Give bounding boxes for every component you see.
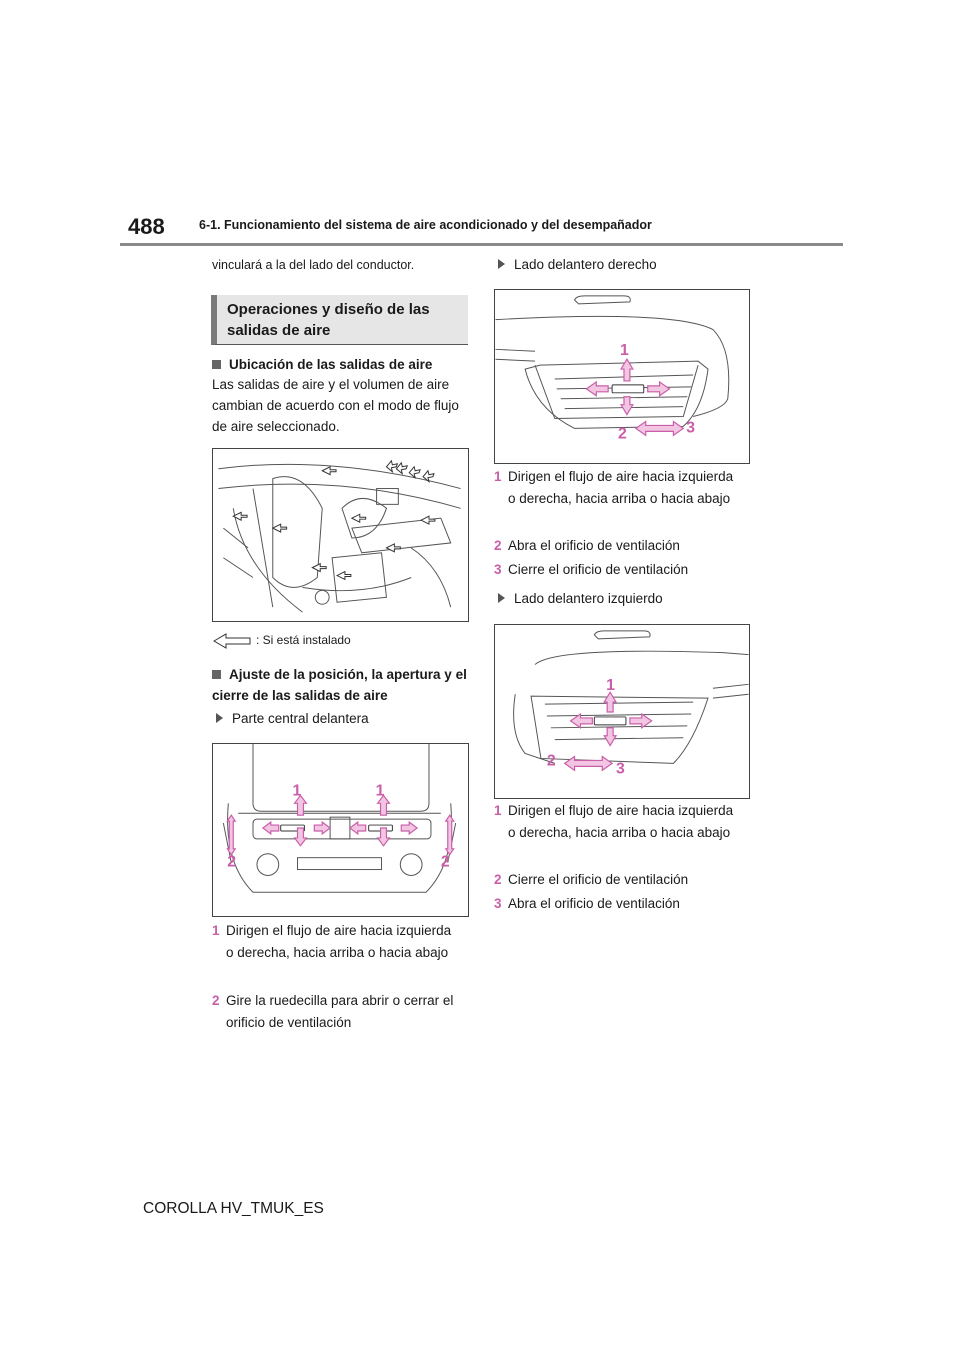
central-step-1: 1 Dirigen el flujo de aire hacia izquierda o derecha, hacia arriba o hacia abajo <box>212 923 452 960</box>
section-heading <box>211 295 468 345</box>
subsection-location-title: Ubicación de las salidas de aire <box>212 354 472 375</box>
callout-2: 2 <box>618 425 627 443</box>
subsection-location-body: Las salidas de aire y el volumen de aire cambian de acuerdo con el modo de flujo de aire seleccionado. <box>212 377 459 434</box>
callout-1: 1 <box>606 677 615 695</box>
outline-arrow-icon <box>212 633 256 649</box>
section-heading-text: Operaciones y diseño de las salidas de aire <box>227 301 430 339</box>
front-left-vent-figure <box>494 624 750 799</box>
triangle-bullet-icon <box>498 593 505 603</box>
square-bullet-icon <box>212 670 221 679</box>
front-left-step-2: 2 Cierre el orificio de ventilación <box>494 872 689 887</box>
cabin-vents-illustration <box>213 449 468 621</box>
callout-3: 3 <box>686 419 696 437</box>
installed-legend <box>212 633 351 649</box>
front-right-vent-illustration <box>495 290 749 463</box>
running-header: 6-1. Funcionamiento del sistema de aire acondicionado y del desempañador <box>199 218 652 232</box>
callout-2-right: 2 <box>440 853 450 871</box>
front-right-step-2: 2 Abra el orificio de ventilación <box>494 538 680 553</box>
central-step-2: 2 Gire la ruedecilla para abrir o cerrar el orificio de ventilación <box>212 993 454 1030</box>
triangle-bullet-icon <box>216 713 223 723</box>
front-right-step-3: 3 Cierre el orificio de ventilación <box>494 562 689 577</box>
callout-1: 1 <box>620 342 629 360</box>
front-right-step-1: 1 Dirigen el flujo de aire hacia izquierda o derecha, hacia arriba o hacia abajo <box>494 469 734 506</box>
front-left-step-3: 3 Abra el orificio de ventilación <box>494 896 680 911</box>
intro-text: vinculará a la del lado del conductor. <box>212 258 415 272</box>
square-bullet-icon <box>212 360 221 369</box>
callout-2: 2 <box>546 752 556 770</box>
front-left-step-1: 1 Dirigen el flujo de aire hacia izquierda o derecha, hacia arriba o hacia abajo <box>494 803 734 840</box>
front-right-label: Lado delantero derecho <box>498 257 657 272</box>
callout-2-left: 2 <box>227 853 237 871</box>
triangle-bullet-icon <box>498 259 505 269</box>
front-left-vent-illustration <box>495 625 749 798</box>
subsection-adjust-title: Ajuste de la posición, la apertura y el cierre de las salidas de aire <box>212 667 467 703</box>
central-label: Parte central delantera <box>216 711 369 726</box>
front-right-vent-figure <box>494 289 750 464</box>
callout-3: 3 <box>616 760 625 778</box>
cabin-vents-figure <box>212 448 469 622</box>
callout-1-right: 1 <box>375 782 385 800</box>
page-number: 488 <box>128 214 165 239</box>
central-vents-illustration <box>213 744 468 916</box>
front-left-label: Lado delantero izquierdo <box>498 591 663 606</box>
callout-1-left: 1 <box>292 782 302 800</box>
header-rule <box>120 243 843 246</box>
model-code-footer: COROLLA HV_TMUK_ES <box>143 1200 324 1217</box>
central-vents-figure <box>212 743 469 917</box>
installed-legend-text: : Si está instalado <box>256 633 351 648</box>
